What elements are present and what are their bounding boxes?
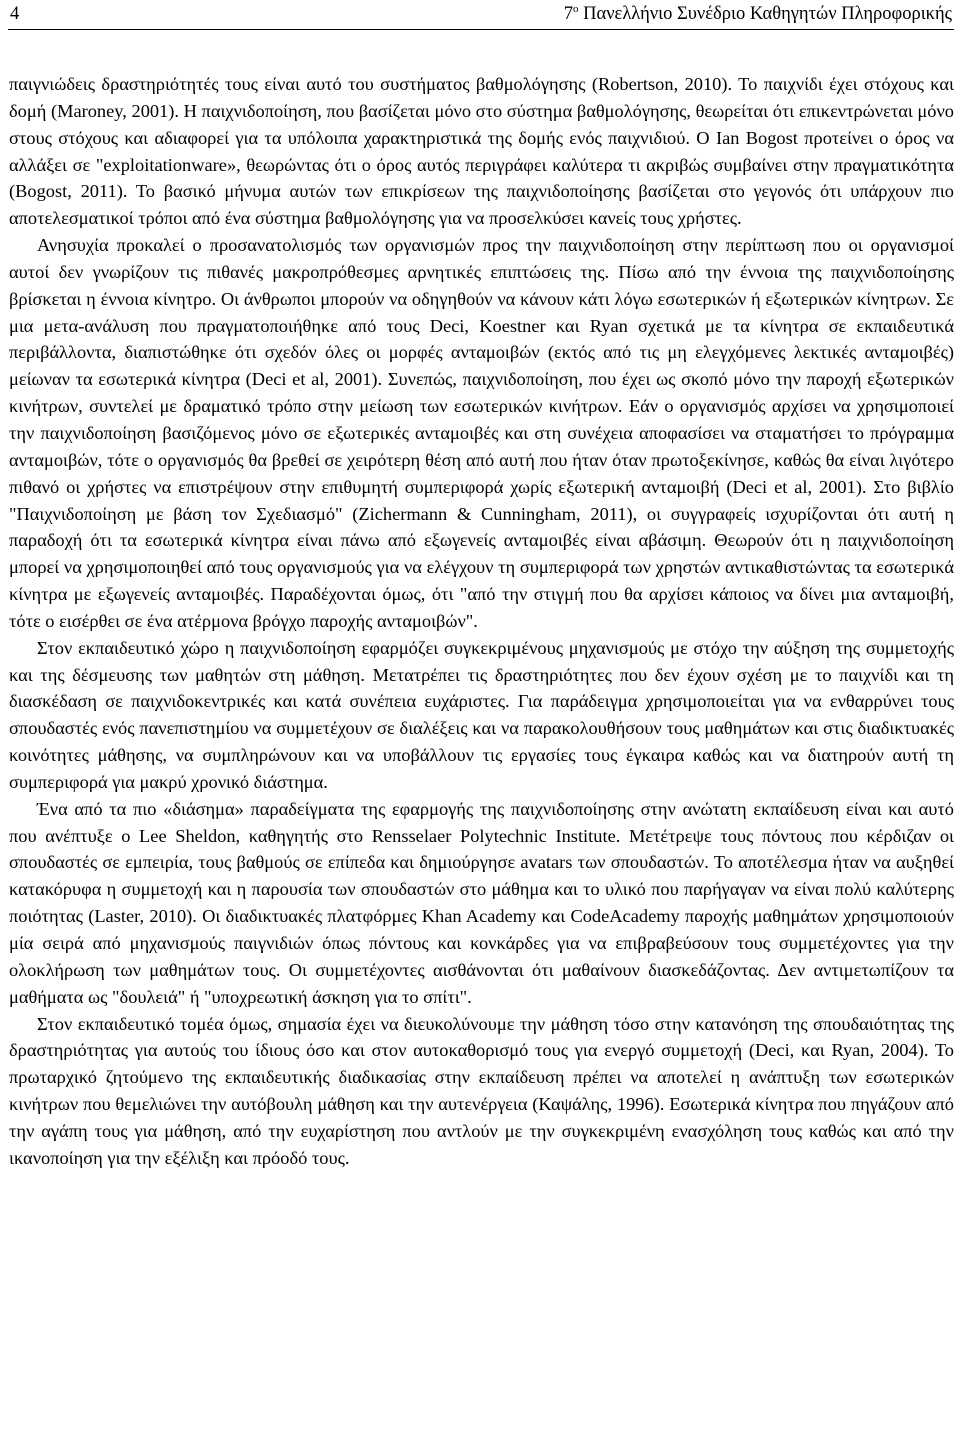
paragraph-1: παιγνιώδεις δραστηριότητές τους είναι αυτό του συστήματος βαθμολόγησης (Robertson, 2010). Το παιχνίδι έχει στόχους και δομή (Maroney, 2001). Η παιχνιδοποίηση, που βασίζεται μόνο στο σύστημα βαθμολόγησης, θεωρείται ότι επικεντρώνεται μόνο στους στόχους και αδιαφορεί για τα υπόλοιπα χαρακτηριστικά της δομής ενός παιχνιδιού. Ο Ian Bogost προτείνει ο όρος να αλλάξει σε "exploitationware», θεωρώντας ότι ο όρος αυτός περιγράφει καλύτερα τι ακριβώς συμβαίνει στην πραγματικότητα (Bogost, 2011). Το βασικό μήνυμα αυτών των επικρίσεων της παιχνιδοποίησης βασίζεται στο γεγονός ότι υπάρχουν πιο αποτελεσματικοί τρόποι από ένα σύστημα βαθμολόγησης για να προσελκύσει κανείς τους χρήστες. <box>9 74 954 229</box>
conference-title-text: Πανελλήνιο Συνέδριο Καθηγητών Πληροφορικής <box>578 4 952 24</box>
paragraph-2: Ανησυχία προκαλεί ο προσανατολισμός των οργανισμών προς την παιχνιδοποίηση στην περίπτωση που οι οργανισμοί αυτοί δεν γνωρίζουν τις πιθανές μακροπρόθεσμες αρνητικές επιπτώσεις της. Πίσω από την έννοια της παιχνιδοποίησης βρίσκεται η έννοια κίνητρο. Οι άνθρωποι μπορούν να οδηγηθούν να κάνουν κάτι λόγω εσωτερικών ή εξωτερικών κίνητρων. Σε μια μετα-ανάλυση που πραγματοποιήθηκε από τους Deci, Koestner και Ryan σχετικά με τα κίνητρα σε εκπαιδευτικά περιβάλλοντα, διαπιστώθηκε ότι σχεδόν όλες οι μορφές ανταμοιβών (εκτός από τις μη ελεγχόμενες λεκτικές ανταμοιβές) μείωναν τα εσωτερικά κίνητρα (Deci et al, 2001). Συνεπώς, παιχνιδοποίηση, που έχει ως σκοπό μόνο την παροχή εξωτερικών κινήτρων, συντελεί με δραματικό τρόπο στην μείωση των εσωτερικών κινήτρων. Εάν ο οργανισμός αρχίσει να χρησιμοποιεί την παιχνιδοποίηση βασιζόμενος μόνο σε εξωτερικές ανταμοιβές και στη συνέχεια αποφασίσει να σταματήσει το πρόγραμμα ανταμοιβών, τότε ο οργανισμός θα βρεθεί σε χειρότερη θέση από αυτή που ήταν όταν πρωτοξεκίνησε, καθώς θα είναι λιγότερο πιθανό οι χρήστες να επιστρέψουν στην επιθυμητή συμπεριφορά χωρίς εξωτερική ανταμοιβή (Deci et al, 2001). Στο βιβλίο "Παιχνιδοποίηση με βάση τον Σχεδιασμό" (Zichermann & Cunningham, 2011), οι συγγραφείς ισχυρίζονται ότι αυτή η παραδοχή ότι τα εσωτερικά κίνητρα είναι πάνω από εξωγενείς ανταμοιβές είναι αβάσιμη. Θεωρούν ότι η παιχνιδοποίηση μπορεί να χρησιμοποιηθεί από τους οργανισμούς για να ελέγχουν τη συμπεριφορά των χρηστών αντικαθιστώντας τα εσωτερικά κίνητρα με εξωγενείς ανταμοιβές. Παραδέχονται όμως, ότι "από την στιγμή που θα αρχίσει κάποιος να δίνει μια ανταμοιβή, τότε ο εισέρθει σε ένα ατέρμονα βρόγχο παροχής ανταμοιβών". <box>9 235 954 631</box>
running-header <box>10 2 952 28</box>
conference-title-ordinal: 7 <box>563 4 574 24</box>
header-divider <box>8 29 954 30</box>
conference-title <box>564 2 952 26</box>
paragraph-4: Ένα από τα πιο «διάσημα» παραδείγματα της εφαρμογής της παιχνιδοποίησης στην ανώτατη εκπαίδευση είναι και αυτό που ανέπτυξε ο Lee Sheldon, καθηγητής στο Rensselaer Polytechnic Institute. Μετέτρεψε τους πόντους που κέρδιζαν οι σπουδαστές σε εμπειρία, τους βαθμούς σε επίπεδα και δημιούργησε avatars των σπουδαστών. Το αποτέλεσμα ήταν να αυξηθεί κατακόρυφα η συμμετοχή και η παρουσία των σπουδαστών στο μάθημα και το υλικό που παρήγαγαν να είναι πολύ καλύτερης ποιότητας (Laster, 2010). Οι διαδικτυακές πλατφόρμες Khan Academy και CodeAcademy παροχής μαθημάτων χρησιμοποιούν μία σειρά από μηχανισμούς παιγνιδιών όπως πόντους και κονκάρδες για να επιβραβεύσουν τους συμμετέχοντες για την ολοκλήρωση των μαθημάτων τους. Οι συμμετέχοντες αισθάνονται ότι μαθαίνουν διασκεδάζοντας. Δεν αντιμετωπίζουν τα μαθήματα ως "δουλειά" ή "υποχρεωτική άσκηση για το σπίτι". <box>9 798 954 1007</box>
paragraph-5: Στον εκπαιδευτικό τομέα όμως, σημασία έχει να διευκολύνουμε την μάθηση τόσο στην κατανόηση της σπουδαιότητας της δραστηριότητας για αυτούς του ίδιους όσο και στον αυτοκαθορισμό τους για ενεργό συμμετοχή (Deci, και Ryan, 2004). Το πρωταρχικό ζητούμενο της εκπαιδευτικής διαδικασίας στην εκπαίδευση πρέπει να αποτελεί η ανάπτυξη των εσωτερικών κινήτρων που θεμελιώνει την αυτόβουλη μάθηση και την αυτενέργεια (Καψάλης, 1996). Εσωτερικά κίνητρα που πηγάζουν από την αγάπη τους για μάθηση, από την ευχαρίστηση που αντλούν με την συγκεκριμένη ενασχόληση τους καθώς και από την ικανοποίηση για την εξέλιξη και πρόοδό τους. <box>9 1013 954 1168</box>
conference-title-superscript: ο <box>573 2 579 15</box>
paragraph-3: Στον εκπαιδευτικό χώρο η παιχνιδοποίηση εφαρμόζει συγκεκριμένους μηχανισμούς με στόχο την αύξηση της συμμετοχής και της δέσμευσης των μαθητών στη μάθηση. Μετατρέπει τις δραστηριότητες που δεν έχουν σχέση με το παιχνίδι και τη διασκέδαση σε παιχνιδοκεντρικές και κατά συνέπεια ευχάριστες. Για παράδειγμα χρησιμοποιείται για να ενθαρρύνει τους σπουδαστές ενός πανεπιστημίου να συμμετέχουν σε διαλέξεις και να παρακολουθήσουν τους μαθημάτων και στις διαδικτυακές κοινότητες μάθησης, να συμπληρώνουν και να υποβάλλουν τις εργασίες τους έγκαιρα καθώς και να διατηρούν αυτή τη συμπεριφορά για μακρύ χρονικό διάστημα. <box>9 637 954 792</box>
body-text <box>9 71 954 1172</box>
page-number: 4 <box>10 4 20 24</box>
